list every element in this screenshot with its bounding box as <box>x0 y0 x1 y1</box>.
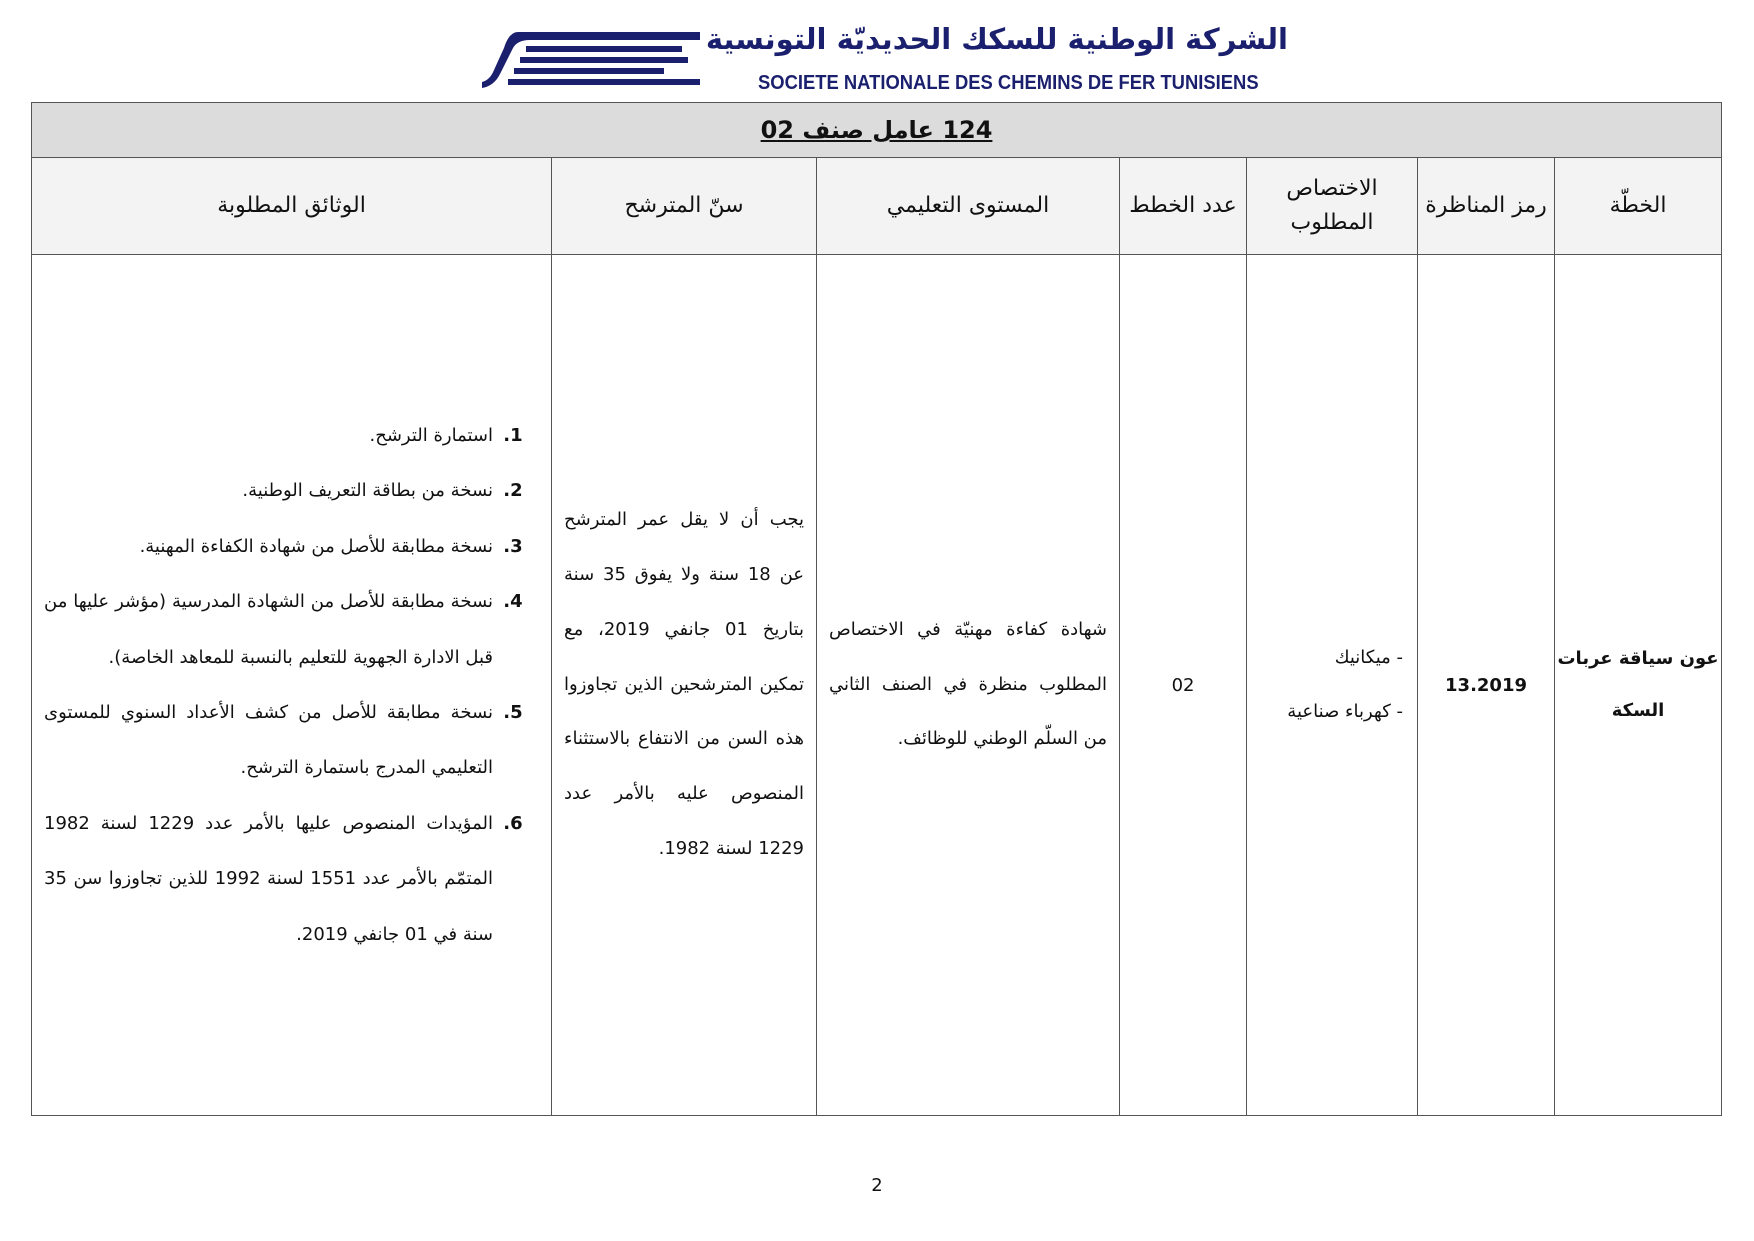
header-specialty: الاختصاص المطلوب <box>1247 158 1418 255</box>
job-table <box>31 102 1722 1116</box>
header-count: عدد الخطط <box>1120 158 1247 255</box>
document-item: 3. نسخة مطابقة للأصل من شهادة الكفاءة المهنية. <box>44 519 497 574</box>
header-documents: الوثائق المطلوبة <box>32 158 552 255</box>
document-item: 2. نسخة من بطاقة التعريف الوطنية. <box>44 463 497 518</box>
header-plan: الخطّة <box>1555 158 1722 255</box>
header-code: رمز المناظرة <box>1418 158 1555 255</box>
documents-list <box>44 408 541 962</box>
specialty-item: - ميكانيك <box>1334 647 1404 668</box>
document-item: 4. نسخة مطابقة للأصل من الشهادة المدرسية (مؤشر عليها من قبل الادارة الجهوية للتعليم بالنسبة للمعاهد الخاصة). <box>44 574 497 685</box>
header-age: سنّ المترشح <box>552 158 817 255</box>
table-row <box>32 255 1722 1116</box>
document-item: 5. نسخة مطابقة للأصل من كشف الأعداد السنوي للمستوى التعليمي المدرج باستمارة الترشح. <box>44 685 497 796</box>
letterhead <box>478 22 1298 98</box>
header-education: المستوى التعليمي <box>817 158 1120 255</box>
table-title: 124 عامل صنف 02 <box>32 103 1722 158</box>
cell-specialty <box>1247 255 1418 1116</box>
sncft-logo-icon <box>478 30 700 94</box>
company-name-french: SOCIETE NATIONALE DES CHEMINS DE FER TUNISIENS <box>758 72 1259 94</box>
cell-age: يجب أن لا يقل عمر المترشح عن 18 سنة ولا يفوق 35 سنة بتاريخ 01 جانفي 2019، مع تمكين المترشحين الذين تجاوزوا هذه السن من الانتفاع بالاستثناء المنصوص عليه بالأمر عدد 1229 لسنة 1982. <box>552 255 817 1116</box>
cell-documents <box>32 255 552 1116</box>
cell-count: 02 <box>1120 255 1247 1116</box>
table-header-row <box>32 158 1722 255</box>
page-number: 2 <box>871 1175 883 1196</box>
company-name-arabic: الشركة الوطنية للسكك الحديديّة التونسية <box>705 22 1288 56</box>
cell-code: 13.2019 <box>1418 255 1555 1116</box>
cell-education: شهادة كفاءة مهنيّة في الاختصاص المطلوب منظرة في الصنف الثاني من السلّم الوطني للوظائف. <box>817 255 1120 1116</box>
document-item: 1. استمارة الترشح. <box>44 408 497 463</box>
cell-plan: عون سياقة عربات السكة <box>1555 255 1722 1116</box>
specialty-item: - كهرباء صناعية <box>1287 701 1404 722</box>
document-item: 6. المؤيدات المنصوص عليها بالأمر عدد 1229 لسنة 1982 المتمّم بالأمر عدد 1551 لسنة 1992 للذين تجاوزوا سن 35 سنة في 01 جانفي 2019. <box>44 796 497 962</box>
table-title-row <box>32 103 1722 158</box>
